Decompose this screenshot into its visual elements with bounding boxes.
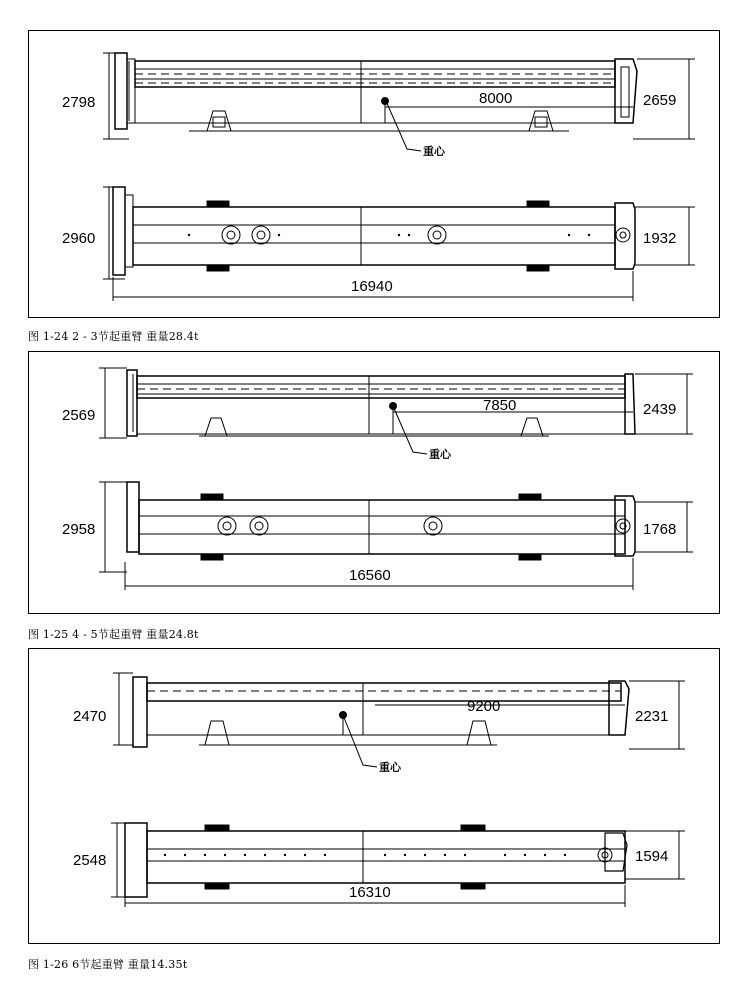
side-height-label: 2470 — [73, 708, 107, 725]
cog-distance-label: 8000 — [479, 90, 513, 107]
figure-caption-2: 图 1-25 4 - 5节起重臂 重量24.8t — [28, 628, 199, 641]
side-height-right-label: 2659 — [643, 92, 677, 109]
top-width-label: 2960 — [62, 230, 96, 247]
length-label: 16940 — [351, 278, 393, 295]
top-width-label: 2958 — [62, 521, 96, 538]
figure-panel-3 — [28, 648, 720, 944]
boom-drawing-2 — [29, 352, 721, 615]
length-label: 16560 — [349, 567, 391, 584]
figure-panel-1 — [28, 30, 720, 318]
boom-drawing-1 — [29, 31, 721, 319]
figure-caption-3: 图 1-26 6节起重臂 重量14.35t — [28, 958, 188, 971]
cog-distance-label: 7850 — [483, 397, 517, 414]
top-width-right-label: 1768 — [643, 521, 677, 538]
side-height-right-label: 2231 — [635, 708, 669, 725]
boom-drawing-3 — [29, 649, 721, 945]
figure-panel-2 — [28, 351, 720, 614]
top-width-label: 2548 — [73, 852, 107, 869]
cog-label: 重心 — [379, 761, 401, 774]
side-height-label: 2569 — [62, 407, 96, 424]
figure-caption-1: 图 1-24 2 - 3节起重臂 重量28.4t — [28, 330, 199, 343]
cog-label: 重心 — [429, 448, 451, 461]
length-label: 16310 — [349, 884, 391, 901]
cog-distance-label: 9200 — [467, 698, 501, 715]
side-height-label: 2798 — [62, 94, 96, 111]
top-width-right-label: 1594 — [635, 848, 669, 865]
side-height-right-label: 2439 — [643, 401, 677, 418]
top-width-right-label: 1932 — [643, 230, 677, 247]
cog-label: 重心 — [423, 145, 445, 158]
